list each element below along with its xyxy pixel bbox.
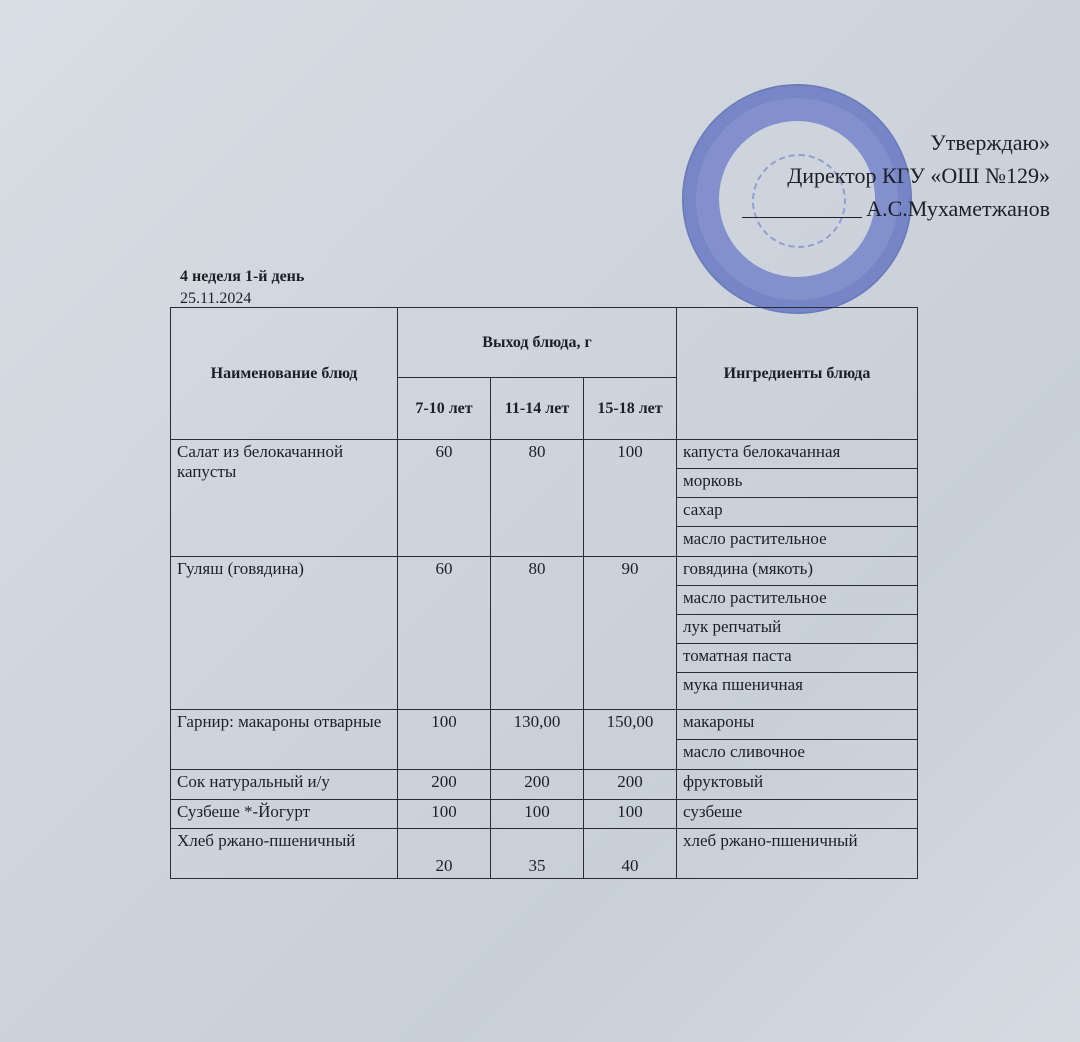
output-15-18: 150,00 bbox=[584, 710, 677, 770]
header-age-15-18: 15-18 лет bbox=[584, 378, 677, 440]
ingredient: хлеб ржано-пшеничный bbox=[677, 829, 918, 879]
table-row bbox=[171, 770, 918, 800]
header-ingredients: Ингредиенты блюда bbox=[677, 308, 918, 440]
menu-heading bbox=[180, 266, 304, 310]
ingredient: лук репчатый bbox=[677, 615, 918, 644]
ingredient: томатная паста bbox=[677, 644, 918, 673]
ingredient: говядина (мякоть) bbox=[677, 557, 918, 586]
menu-date: 25.11.2024 bbox=[180, 290, 252, 307]
approval-title: Утверждаю» bbox=[930, 130, 1050, 155]
table-row bbox=[171, 710, 918, 740]
ingredient: масло сливочное bbox=[677, 740, 918, 770]
ingredient: мука пшеничная bbox=[677, 673, 918, 710]
table-row bbox=[171, 557, 918, 586]
approval-position: Директор КГУ «ОШ №129» bbox=[787, 163, 1050, 188]
output-7-10: 60 bbox=[398, 440, 491, 557]
output-15-18: 100 bbox=[584, 800, 677, 829]
output-7-10: 100 bbox=[398, 800, 491, 829]
approval-signatory bbox=[742, 192, 1050, 225]
signature-line bbox=[742, 217, 862, 218]
dish-name: Сузбеше *-Йогурт bbox=[171, 800, 398, 829]
dish-name: Сок натуральный и/у bbox=[171, 770, 398, 800]
header-output: Выход блюда, г bbox=[398, 308, 677, 378]
table-row bbox=[171, 829, 918, 879]
output-11-14: 200 bbox=[491, 770, 584, 800]
approval-block bbox=[742, 126, 1050, 225]
header-age-11-14: 11-14 лет bbox=[491, 378, 584, 440]
output-15-18: 100 bbox=[584, 440, 677, 557]
ingredient: морковь bbox=[677, 469, 918, 498]
output-7-10: 200 bbox=[398, 770, 491, 800]
output-11-14: 80 bbox=[491, 440, 584, 557]
header-age-7-10: 7-10 лет bbox=[398, 378, 491, 440]
output-11-14: 130,00 bbox=[491, 710, 584, 770]
output-11-14: 35 bbox=[491, 829, 584, 879]
menu-table bbox=[170, 307, 918, 879]
table-row bbox=[171, 440, 918, 469]
week-day-label: 4 неделя 1-й день bbox=[180, 268, 305, 285]
ingredient: масло растительное bbox=[677, 527, 918, 557]
dish-name: Салат из белокачанной капусты bbox=[171, 440, 398, 557]
output-11-14: 100 bbox=[491, 800, 584, 829]
dish-name: Гарнир: макароны отварные bbox=[171, 710, 398, 770]
header-dish-name: Наименование блюд bbox=[171, 308, 398, 440]
ingredient: масло растительное bbox=[677, 586, 918, 615]
ingredient: макароны bbox=[677, 710, 918, 740]
ingredient: сузбеше bbox=[677, 800, 918, 829]
dish-name: Хлеб ржано-пшеничный bbox=[171, 829, 398, 879]
ingredient: фруктовый bbox=[677, 770, 918, 800]
output-7-10: 20 bbox=[398, 829, 491, 879]
output-15-18: 200 bbox=[584, 770, 677, 800]
ingredient: сахар bbox=[677, 498, 918, 527]
ingredient: капуста белокачанная bbox=[677, 440, 918, 469]
table-row bbox=[171, 800, 918, 829]
dish-name: Гуляш (говядина) bbox=[171, 557, 398, 710]
output-15-18: 40 bbox=[584, 829, 677, 879]
signatory-name: А.С.Мухаметжанов bbox=[866, 196, 1050, 221]
output-15-18: 90 bbox=[584, 557, 677, 710]
output-7-10: 100 bbox=[398, 710, 491, 770]
output-7-10: 60 bbox=[398, 557, 491, 710]
output-11-14: 80 bbox=[491, 557, 584, 710]
